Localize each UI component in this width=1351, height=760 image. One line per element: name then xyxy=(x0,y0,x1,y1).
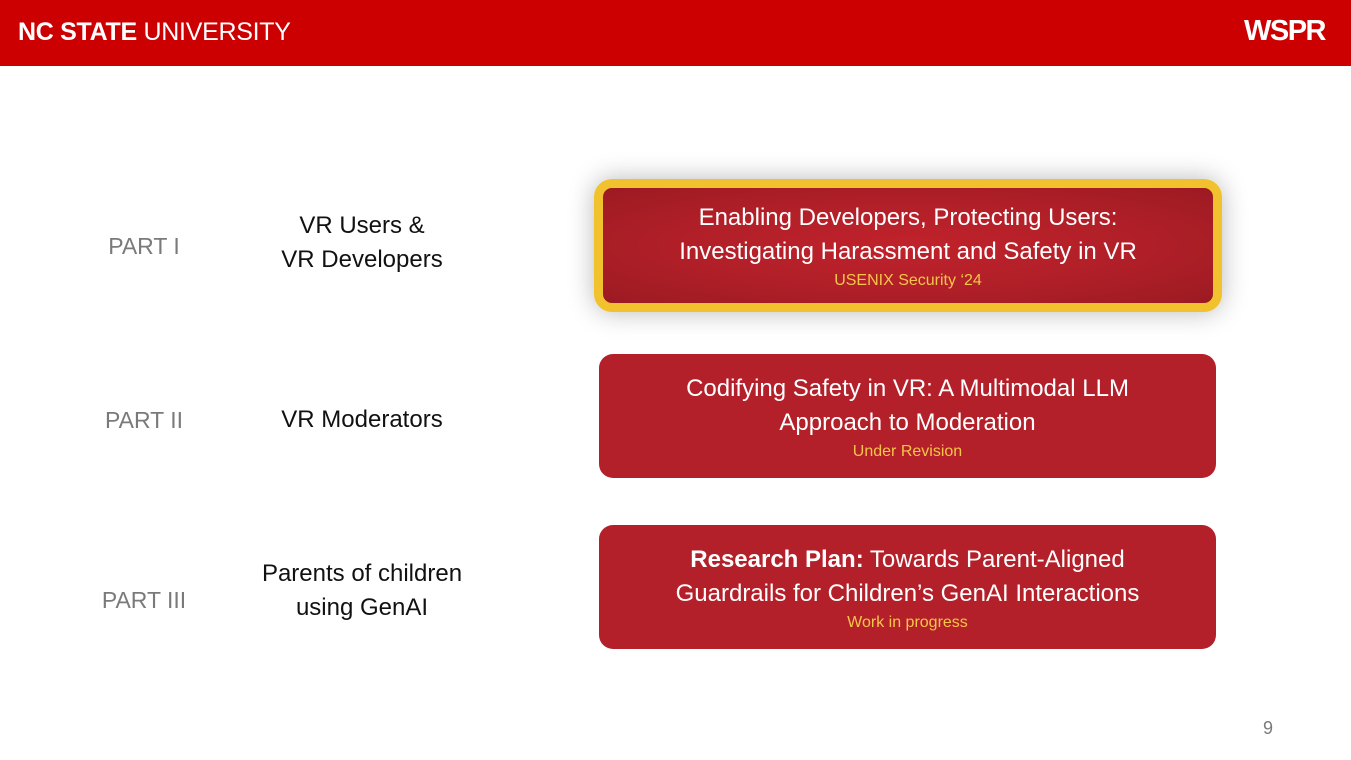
part-label-3: PART III xyxy=(101,587,187,613)
page-number: 9 xyxy=(1262,718,1273,738)
wordmark-bold: NC STATE xyxy=(18,18,137,46)
part-label-1: PART I xyxy=(108,233,180,259)
audience-1 xyxy=(232,209,492,277)
paper-card-3-title-bold: Research Plan: xyxy=(690,546,864,573)
paper-card-3-title-rest: Towards Parent-Aligned xyxy=(863,546,1125,573)
paper-card-1-title-line2: Investigating Harassment and Safety in VR xyxy=(679,238,1137,265)
paper-card-3 xyxy=(599,525,1216,649)
paper-card-3-title-line1 xyxy=(599,543,1216,577)
university-wordmark xyxy=(18,15,291,49)
lab-logo: WSPR xyxy=(1244,15,1325,47)
audience-1-line1: VR Users & xyxy=(299,212,425,239)
audience-3-line2: using GenAI xyxy=(295,594,429,621)
paper-card-2 xyxy=(599,354,1216,478)
paper-card-3-title-line2: Guardrails for Children’s GenAI Interactions xyxy=(675,580,1140,607)
audience-3-line1: Parents of children xyxy=(261,560,463,587)
audience-2-line1: VR Moderators xyxy=(281,406,443,433)
wordmark-light: UNIVERSITY xyxy=(143,18,291,46)
paper-card-1 xyxy=(594,179,1222,312)
paper-card-1-title-line1: Enabling Developers, Protecting Users: xyxy=(698,204,1118,231)
paper-card-2-status: Under Revision xyxy=(852,443,963,460)
paper-card-1-status: USENIX Security ‘24 xyxy=(834,272,982,289)
audience-1-line2: VR Developers xyxy=(281,246,443,273)
part-label-2: PART II xyxy=(105,407,183,433)
audience-3 xyxy=(232,557,492,625)
paper-card-3-status: Work in progress xyxy=(847,614,968,631)
paper-card-2-title-line1: Codifying Safety in VR: A Multimodal LLM xyxy=(686,375,1129,402)
header-bar xyxy=(0,0,1351,66)
audience-2 xyxy=(232,403,492,437)
paper-card-2-title-line2: Approach to Moderation xyxy=(779,409,1036,436)
